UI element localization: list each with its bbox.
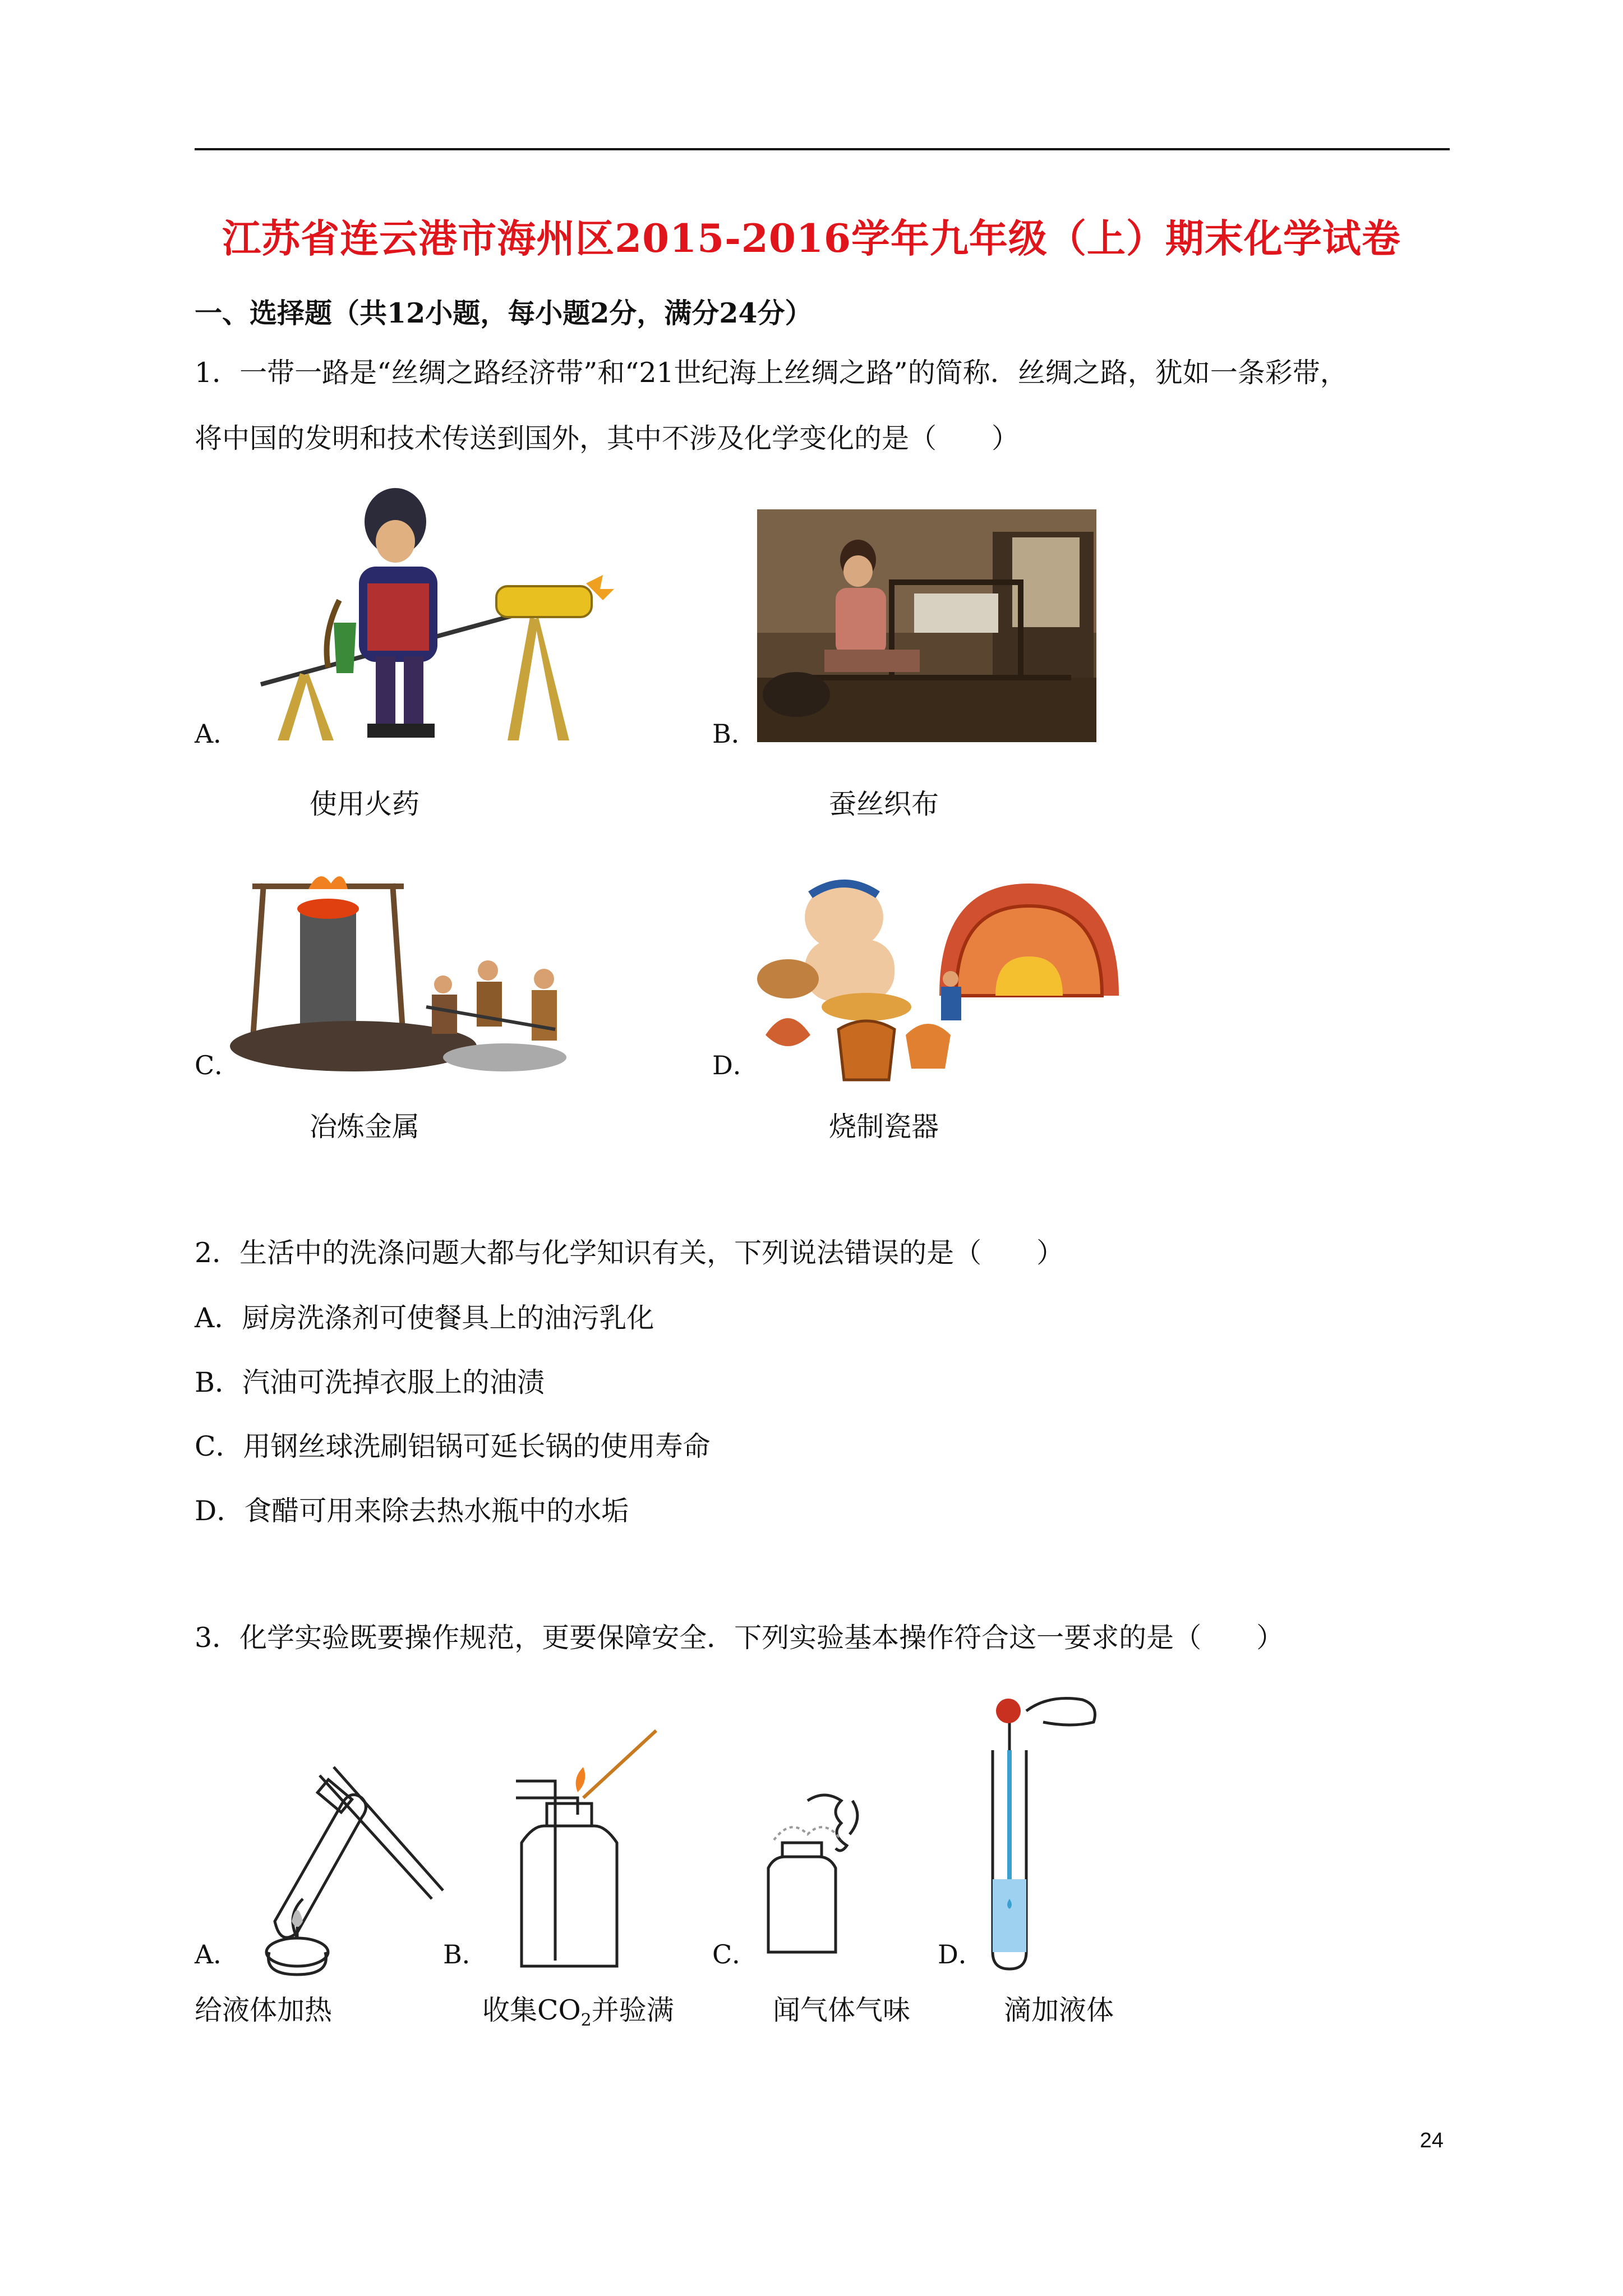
q3-option-c-caption: 闻气体气味	[773, 1994, 911, 2026]
q3-option-d-caption: 滴加液体	[1004, 1994, 1114, 2026]
q3-option-d-letter: D．	[938, 1939, 984, 1970]
metal-smelting-illustration	[241, 867, 583, 1074]
dropping-liquid-diagram	[976, 1688, 1105, 1969]
q3-option-c-letter: C．	[712, 1939, 758, 1970]
q1-option-c-caption: 冶炼金属	[310, 1111, 420, 1143]
q1-stem-line1: 1．一带一路是“丝绸之路经济带”和“21世纪海上丝绸之路”的简称．丝绸之路，犹如一条彩带，	[195, 357, 1348, 389]
q1-option-b-letter: B．	[712, 719, 757, 749]
q1-option-c-letter: C．	[195, 1050, 241, 1080]
gunpowder-cannon-illustration	[255, 488, 614, 740]
section-heading: 一、选择题（共12小题，每小题2分，满分24分）	[195, 297, 813, 329]
header-rule	[195, 148, 1450, 150]
q2-option-c: C．用钢丝球洗刷铝锅可延长锅的使用寿命	[195, 1430, 711, 1462]
q2-option-a: A．厨房洗涤剂可使餐具上的油污乳化	[195, 1302, 654, 1334]
heating-liquid-diagram	[236, 1753, 443, 1977]
exam-title: 江苏省连云港市海州区2015-2016学年九年级（上）期末化学试卷	[222, 216, 1401, 261]
q2-option-d: D．食醋可用来除去热水瓶中的水垢	[195, 1495, 629, 1527]
q3-option-b-caption: 收集$CO_2$并验满	[482, 1994, 674, 2030]
q1-option-b-caption: 蚕丝织布	[829, 788, 939, 820]
q1-option-a-letter: A．	[195, 719, 239, 749]
q1-option-a-caption: 使用火药	[310, 788, 420, 820]
smell-gas-diagram	[751, 1789, 875, 1958]
q3-option-b-letter: B．	[443, 1939, 488, 1970]
silk-weaving-photo	[757, 509, 1096, 742]
page-number: 24	[1419, 2129, 1444, 2152]
q3-stem: 3．化学实验既要操作规范，更要保障安全．下列实验基本操作符合这一要求的是（ ）	[195, 1622, 1284, 1654]
q2-option-b: B．汽油可洗掉衣服上的油渍	[195, 1366, 545, 1398]
q1-option-d-letter: D．	[712, 1050, 759, 1080]
q1-stem-line2: 将中国的发明和技术传送到国外，其中不涉及化学变化的是（ ）	[195, 422, 1020, 454]
q2-stem: 2．生活中的洗涤问题大都与化学知识有关，下列说法错误的是（ ）	[195, 1237, 1064, 1269]
porcelain-firing-illustration	[754, 867, 1096, 1085]
q3-option-a-caption: 给液体加热	[195, 1994, 333, 2026]
q1-option-d-caption: 烧制瓷器	[829, 1111, 939, 1143]
collect-co2-diagram	[494, 1731, 656, 1966]
q3-option-a-letter: A．	[195, 1939, 239, 1970]
